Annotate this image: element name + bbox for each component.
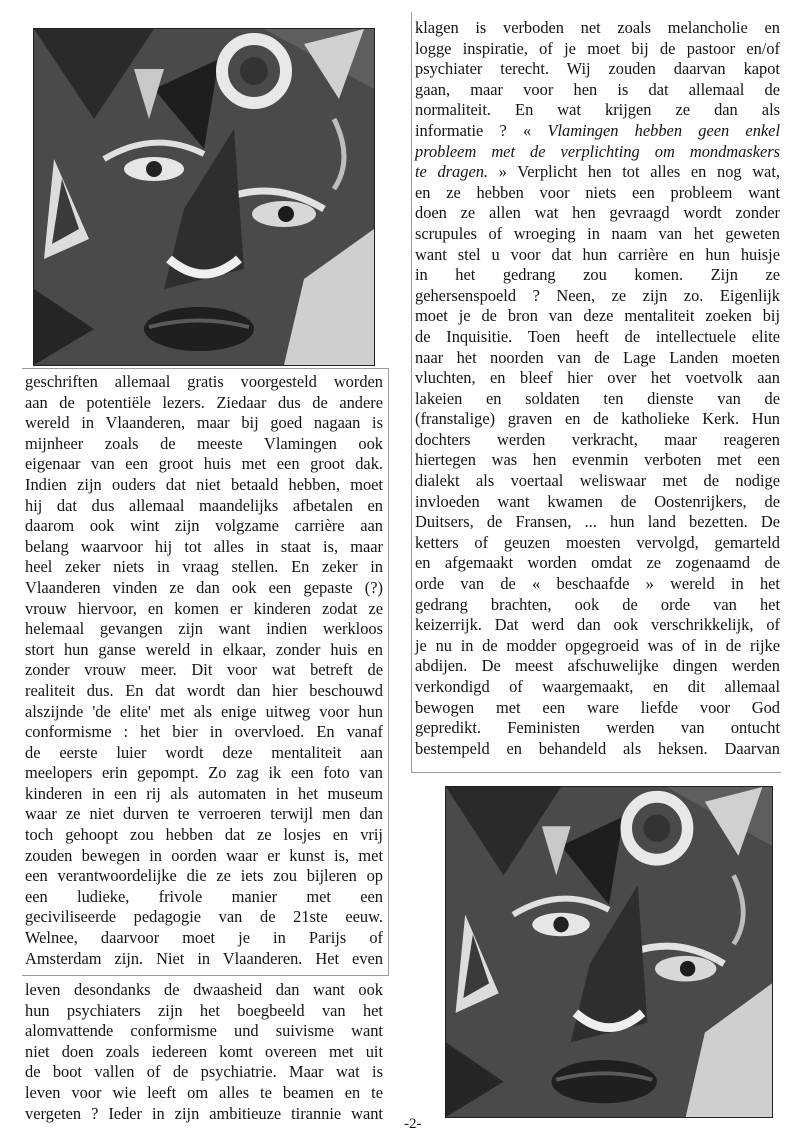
text-line-with-quote (415, 121, 780, 142)
text-line-italic (415, 142, 780, 163)
text-line: gedrang brachten, ook de orde van het (415, 594, 780, 614)
paste-edge-line (388, 368, 389, 976)
painting-image-bottom (445, 786, 773, 1118)
face-painting (446, 787, 772, 1117)
text-line: want stel u voor dat hun carrière en hun huisje (415, 244, 780, 264)
text-line: alomvattende conformisme und suivisme want (25, 1021, 383, 1041)
text-line: verkondigd of waargemaakt, en dit allemaal (415, 677, 780, 696)
paste-edge-line (22, 368, 388, 369)
text-line: daarom ook wint zijn volgzame carrière aan (25, 516, 383, 536)
text-line: alszijnde 'de elite' met als enige uitweg voor hun (25, 701, 383, 721)
text-line: gepredikt. Feministen werden van ontucht (415, 718, 780, 738)
text-line: vergeten ? Ieder in zijn ambitieuze tirannie want (25, 1103, 383, 1123)
text-line: normaliteit. En wat krijgen ze dan als (415, 100, 780, 120)
text-line: geschriften allemaal gratis voorgesteld worden (25, 372, 383, 391)
text-line: Welnee, daarvoor moet je in Parijs of (25, 928, 383, 948)
text-line: invloeden want kwamen de Oostenrijkers, de (415, 491, 780, 511)
quote-italic: probleem met de verplichting om mondmaskers (415, 141, 780, 161)
text-line: bewogen met een ware liefde voor God (415, 697, 780, 717)
text-line: wereld in Vlaanderen, maar bij goed nagaan is (25, 413, 383, 433)
text-line: orde van de « beschaafde » wereld in het (415, 574, 780, 594)
quote-prefix: informatie ? « (415, 120, 548, 140)
text-line: de Inquisitie. Toen heeft de intellectuele elite (415, 326, 780, 346)
text-line: zonder vrouw meer. Dit voor wat betreft de (25, 660, 383, 680)
text-line: keizerrijk. Dat werd dan ook verschrikkelijk, of (415, 615, 780, 635)
left-column-top-text (25, 372, 383, 969)
text-line: gehersenspoeld ? Neen, ze zijn zo. Eigenlijk (415, 285, 780, 305)
text-line: dochters werden verkracht, maar reageren (415, 429, 780, 449)
text-line: Amsterdam zijn. Niet in Vlaanderen. Het even (25, 948, 383, 968)
text-line: je nu in de modder opgegroeid was of in de rijke (415, 635, 780, 655)
text-line: hiertegen was hen evenmin verboten met een (415, 450, 780, 470)
text-line: vluchten, en bleef hier over het voetvolk aan (415, 368, 780, 388)
text-line: Duitsers, de Fransen, ... hun land bezetten. De (415, 512, 780, 532)
text-line: en ze hebben voor niets een probleem want (415, 182, 780, 202)
text-line: logge inspiratie, of je moet bij de pastoor en/of (415, 38, 780, 58)
text-line: (franstalige) graven en de katholieke Kerk. Hun (415, 409, 780, 429)
paste-edge-line (22, 975, 388, 976)
text-line: leven voor wie leeft om alles te beamen en te (25, 1082, 383, 1102)
page-number: -2- (404, 1116, 422, 1132)
text-line: bestempeld en behandeld als heksen. Daarvan (415, 738, 780, 758)
text-line-with-quote (415, 162, 780, 183)
text-line: abdijen. De meest afschuwelijke dingen werden (415, 656, 780, 676)
text-line: klagen is verboden net zoals melancholie en (415, 18, 780, 37)
text-line: de eerste luier wordt deze mentaliteit aan (25, 742, 383, 762)
text-line: scrupules of wroeging in naam van het geweten (415, 223, 780, 243)
text-line: dialekt als voertaal weliswaar met de nodige (415, 471, 780, 491)
text-line: eigenaar van een groot huis met een groot dak. (25, 454, 383, 474)
text-line: ketters of geuzen moesten vervolgd, gemarteld (415, 532, 780, 552)
text-line: psychiater terecht. Wij zouden daarvan kapot (415, 59, 780, 79)
text-line: stort hun ganse wereld in elkaar, zonder huis en (25, 639, 383, 659)
text-line: geciviliseerde pedagogie van de 21ste eeuw. (25, 907, 383, 927)
text-line: conformisme : het bier in overvloed. En vanaf (25, 722, 383, 742)
text-line: meelopers erin gepompt. Zo zag ik een foto van (25, 763, 383, 783)
quote-suffix: » Verplicht hen tot alles en nog wat, (488, 162, 780, 182)
text-line: aan de potentiële lezers. Ziedaar dus de andere (25, 392, 383, 412)
text-line: Vlaanderen vinden ze dan ook een gepaste (?) (25, 577, 383, 597)
text-line: doen ze allen wat hen gevraagd wordt zonder (415, 203, 780, 223)
text-line: de boot vallen of de psychiatrie. Maar wat is (25, 1062, 383, 1082)
text-line: realiteit dus. En dat wordt dan hier beschouwd (25, 680, 383, 700)
right-column-text (415, 18, 780, 759)
text-line: een verantwoordelijke die ze iets zou bijleren op (25, 866, 383, 886)
text-line: helemaal gevangen zijn want indien werkloos (25, 619, 383, 639)
text-line: niet doen zoals iedereen komt overeen met uit (25, 1041, 383, 1061)
text-line: leven desondanks de dwaasheid dan want ook (25, 980, 383, 999)
quote-italic: Vlamingen hebben geen enkel (547, 120, 780, 140)
text-line: in het gedrang zou komen. Zijn ze (415, 265, 780, 285)
left-column-bottom-text (25, 980, 383, 1124)
text-line: kinderen in een rij als automaten in het museum (25, 783, 383, 803)
text-line: waar ze niet durven te verroeren terwijl men dan (25, 804, 383, 824)
text-line: gaan, maar voor hen is dat allemaal de (415, 79, 780, 99)
text-line: toch gehoopt zou hebben dat ze losjes en vrij (25, 825, 383, 845)
paste-edge-line (411, 772, 781, 773)
painting-image-top (33, 28, 375, 366)
quote-italic: te dragen. (415, 162, 489, 182)
text-line: heel zeker niets in vraag stellen. En zeker in (25, 557, 383, 577)
text-line: hij dat dus allemaal maandelijks afbetalen en (25, 495, 383, 515)
text-line: hun psychiaters zijn het boegbeeld van het (25, 1000, 383, 1020)
text-line: mijnheer zoals de meeste Vlamingen ook (25, 433, 383, 453)
paste-edge-line (411, 12, 412, 772)
text-line: moet je de bron van deze mentaliteit zoeken bij (415, 306, 780, 326)
text-line: naar het noorden van de Lage Landen moeten (415, 347, 780, 367)
text-line: zouden bewegen in oorden waar er kunst is, met (25, 845, 383, 865)
text-line: en afgemaakt worden omdat ze zogenaamd de (415, 553, 780, 573)
text-line: vrouw hiervoor, en komen er kinderen zodat ze (25, 598, 383, 618)
text-line: lakeien en soldaten ten dienste van de (415, 388, 780, 408)
text-line: belang waarvoor hij tot alles in staat is, maar (25, 536, 383, 556)
text-line: Indien zijn ouders dat niet betaald hebben, moet (25, 474, 383, 494)
text-line: een ludieke, frivole manier met een (25, 886, 383, 906)
face-painting (34, 29, 374, 365)
